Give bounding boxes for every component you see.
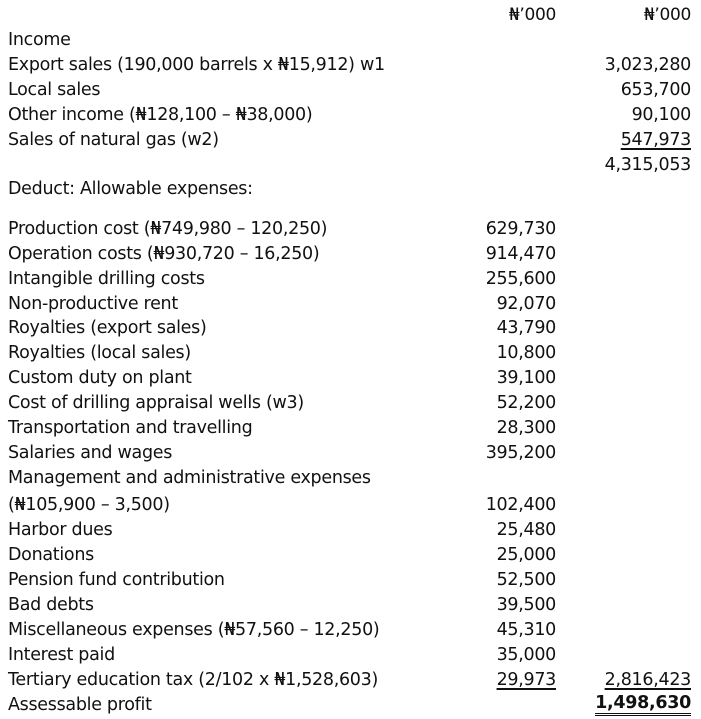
expense-amount: 43,790 — [496, 318, 556, 338]
income-label: Local sales — [8, 80, 101, 100]
expense-amount: 35,000 — [496, 645, 556, 665]
expense-label: Royalties (export sales) — [8, 318, 207, 338]
expense-row — [0, 416, 701, 441]
income-total-row — [0, 153, 701, 178]
expenses-heading-row — [0, 177, 701, 202]
income-amount: 547,973 — [620, 130, 691, 150]
expense-row — [0, 341, 701, 366]
expense-label: Miscellaneous expenses (₦57,560 – 12,250) — [8, 620, 380, 640]
expense-label: Salaries and wages — [8, 443, 173, 463]
expense-label: Production cost (₦749,980 – 120,250) — [8, 219, 328, 239]
income-amount: 3,023,280 — [604, 55, 691, 75]
expense-amount: 45,310 — [496, 620, 556, 640]
column-header-row — [0, 3, 701, 28]
income-amount: 90,100 — [631, 105, 691, 125]
expense-row — [0, 543, 701, 568]
expense-row — [0, 217, 701, 242]
expense-row — [0, 593, 701, 618]
expense-row — [0, 643, 701, 668]
expense-label: Harbor dues — [8, 520, 113, 540]
income-heading-row — [0, 28, 701, 53]
expense-amount: 29,973 — [496, 670, 556, 690]
income-row — [0, 53, 701, 78]
expense-row — [0, 518, 701, 543]
column-header-2: ₦’000 — [643, 5, 691, 25]
assessable-profit-label: Assessable profit — [8, 695, 152, 715]
expense-amount: 52,200 — [496, 393, 556, 413]
expense-label: Intangible drilling costs — [8, 269, 205, 289]
expense-row — [0, 316, 701, 341]
expense-row — [0, 668, 701, 693]
expense-row — [0, 267, 701, 292]
income-label: Sales of natural gas (w2) — [8, 130, 219, 150]
column-header-1: ₦’000 — [508, 5, 556, 25]
expense-label: Tertiary education tax (2/102 x ₦1,528,603) — [8, 670, 379, 690]
expenses-total: 2,816,423 — [604, 670, 691, 690]
income-amount: 653,700 — [620, 80, 691, 100]
expense-label: Interest paid — [8, 645, 115, 665]
expense-amount: 25,480 — [496, 520, 556, 540]
expense-row — [0, 441, 701, 466]
expense-label: (₦105,900 – 3,500) — [8, 495, 170, 515]
income-row — [0, 78, 701, 103]
expense-amount: 395,200 — [485, 443, 556, 463]
income-label: Export sales (190,000 barrels x ₦15,912) w1 — [8, 55, 385, 75]
expense-label: Cost of drilling appraisal wells (w3) — [8, 393, 304, 413]
assessable-profit-row — [0, 693, 701, 718]
expense-label: Custom duty on plant — [8, 368, 192, 388]
expense-label: Transportation and travelling — [8, 418, 253, 438]
income-row — [0, 103, 701, 128]
expense-row — [0, 618, 701, 643]
expense-amount: 92,070 — [496, 294, 556, 314]
income-heading: Income — [8, 30, 71, 50]
expense-amount: 39,100 — [496, 368, 556, 388]
expense-label: Non-productive rent — [8, 294, 178, 314]
expense-label: Royalties (local sales) — [8, 343, 191, 363]
expense-row — [0, 292, 701, 317]
expense-label: Bad debts — [8, 595, 94, 615]
expense-label: Pension fund contribution — [8, 570, 225, 590]
expense-label: Donations — [8, 545, 94, 565]
expense-row — [0, 493, 701, 518]
expense-amount: 102,400 — [485, 495, 556, 515]
expense-amount: 10,800 — [496, 343, 556, 363]
expenses-heading: Deduct: Allowable expenses: — [8, 179, 253, 199]
expense-label: Operation costs (₦930,720 – 16,250) — [8, 244, 320, 264]
expense-row — [0, 242, 701, 267]
expense-amount: 39,500 — [496, 595, 556, 615]
expense-amount: 629,730 — [485, 219, 556, 239]
income-label: Other income (₦128,100 – ₦38,000) — [8, 105, 313, 125]
expense-row — [0, 366, 701, 391]
expense-row — [0, 466, 701, 491]
income-row — [0, 128, 701, 153]
expense-amount: 25,000 — [496, 545, 556, 565]
assessable-profit-amount: 1,498,630 — [595, 693, 691, 716]
expense-amount: 914,470 — [485, 244, 556, 264]
expense-label: Management and administrative expenses — [8, 468, 371, 488]
expense-amount: 255,600 — [485, 269, 556, 289]
expense-amount: 28,300 — [496, 418, 556, 438]
income-total: 4,315,053 — [604, 155, 691, 175]
expense-row — [0, 391, 701, 416]
expense-row — [0, 568, 701, 593]
expense-amount: 52,500 — [496, 570, 556, 590]
